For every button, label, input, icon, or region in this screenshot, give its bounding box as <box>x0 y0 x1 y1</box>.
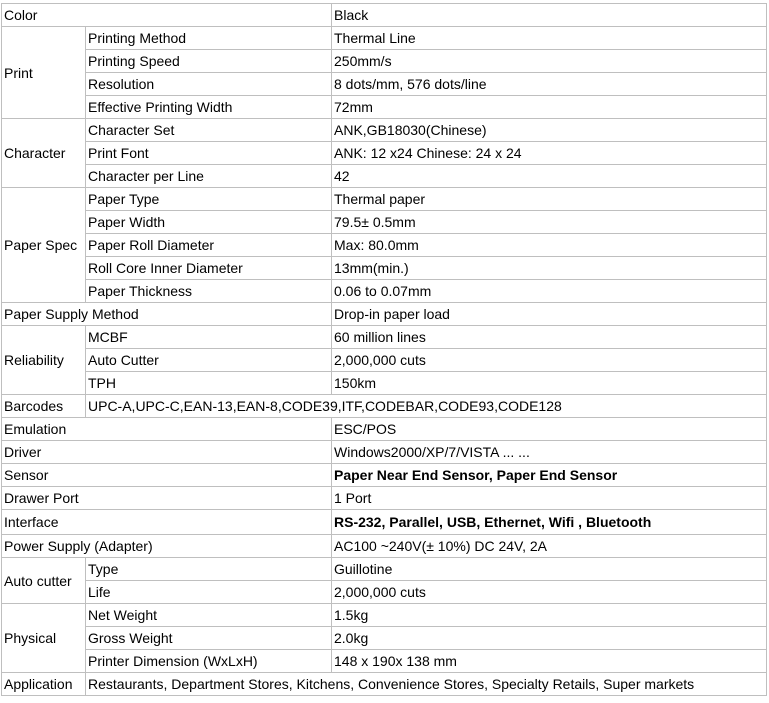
spec-value: ANK,GB18030(Chinese) <box>332 119 767 142</box>
spec-label: TPH <box>86 372 332 395</box>
spec-label: Application <box>2 673 86 696</box>
spec-label: Paper Thickness <box>86 280 332 303</box>
table-row <box>2 326 767 349</box>
spec-label: Paper Roll Diameter <box>86 234 332 257</box>
spec-value: ESC/POS <box>332 418 767 441</box>
spec-label: Print Font <box>86 142 332 165</box>
table-row <box>2 395 767 418</box>
spec-label: Auto Cutter <box>86 349 332 372</box>
spec-value: Thermal paper <box>332 188 767 211</box>
table-row <box>2 372 767 395</box>
spec-value: 2,000,000 cuts <box>332 581 767 604</box>
table-row <box>2 188 767 211</box>
table-row <box>2 303 767 326</box>
group-label: Print <box>2 27 86 119</box>
spec-value: 0.06 to 0.07mm <box>332 280 767 303</box>
spec-label: Net Weight <box>86 604 332 627</box>
spec-value: 60 million lines <box>332 326 767 349</box>
spec-value: 72mm <box>332 96 767 119</box>
table-row <box>2 581 767 604</box>
group-label: Auto cutter <box>2 558 86 604</box>
spec-value: AC100 ~240V(± 10%) DC 24V, 2A <box>332 535 767 558</box>
table-row <box>2 650 767 673</box>
spec-label: Power Supply (Adapter) <box>2 535 332 558</box>
spec-label: Paper Width <box>86 211 332 234</box>
group-label: Paper Spec <box>2 188 86 303</box>
spec-value: UPC-A,UPC-C,EAN-13,EAN-8,CODE39,ITF,CODEBAR,CODE93,CODE128 <box>86 395 767 418</box>
spec-label: Resolution <box>86 73 332 96</box>
table-row <box>2 627 767 650</box>
spec-label: Gross Weight <box>86 627 332 650</box>
table-row <box>2 211 767 234</box>
spec-label: Sensor <box>2 464 332 487</box>
table-row <box>2 73 767 96</box>
spec-label: Drawer Port <box>2 487 332 510</box>
spec-label: Printer Dimension (WxLxH) <box>86 650 332 673</box>
spec-value: 1.5kg <box>332 604 767 627</box>
spec-label: Character Set <box>86 119 332 142</box>
spec-label: Printing Method <box>86 27 332 50</box>
group-label: Physical <box>2 604 86 673</box>
spec-value: Guillotine <box>332 558 767 581</box>
spec-value: 148 x 190x 138 mm <box>332 650 767 673</box>
group-label: Reliability <box>2 326 86 395</box>
spec-value: 1 Port <box>332 487 767 510</box>
table-row <box>2 257 767 280</box>
spec-value: Restaurants, Department Stores, Kitchens, Convenience Stores, Specialty Retails, Super markets <box>86 673 767 696</box>
spec-table <box>1 3 767 696</box>
spec-label: Paper Type <box>86 188 332 211</box>
spec-value: 250mm/s <box>332 50 767 73</box>
spec-label: MCBF <box>86 326 332 349</box>
spec-label: Effective Printing Width <box>86 96 332 119</box>
table-row <box>2 119 767 142</box>
table-row <box>2 418 767 441</box>
spec-value: 8 dots/mm, 576 dots/line <box>332 73 767 96</box>
table-row <box>2 464 767 487</box>
table-row <box>2 96 767 119</box>
spec-label: Emulation <box>2 418 332 441</box>
table-row <box>2 50 767 73</box>
table-row <box>2 535 767 558</box>
spec-value: Windows2000/XP/7/VISTA ... ... <box>332 441 767 464</box>
table-row <box>2 234 767 257</box>
spec-value: Drop-in paper load <box>332 303 767 326</box>
spec-label: Printing Speed <box>86 50 332 73</box>
spec-label: Life <box>86 581 332 604</box>
table-row <box>2 558 767 581</box>
spec-label: Interface <box>2 510 332 535</box>
spec-value: ANK: 12 x24 Chinese: 24 x 24 <box>332 142 767 165</box>
table-row <box>2 673 767 696</box>
table-row <box>2 510 767 535</box>
table-row <box>2 4 767 27</box>
table-row <box>2 142 767 165</box>
table-row <box>2 349 767 372</box>
spec-value: 150km <box>332 372 767 395</box>
spec-value: Black <box>332 4 767 27</box>
spec-value: 2.0kg <box>332 627 767 650</box>
spec-value: 79.5± 0.5mm <box>332 211 767 234</box>
group-label: Character <box>2 119 86 188</box>
spec-value: Thermal Line <box>332 27 767 50</box>
spec-label: Roll Core Inner Diameter <box>86 257 332 280</box>
spec-label: Driver <box>2 441 332 464</box>
spec-value: 42 <box>332 165 767 188</box>
table-row <box>2 165 767 188</box>
table-row <box>2 487 767 510</box>
spec-value: RS-232, Parallel, USB, Ethernet, Wifi , Bluetooth <box>332 510 767 535</box>
spec-label: Character per Line <box>86 165 332 188</box>
spec-label: Type <box>86 558 332 581</box>
spec-label: Paper Supply Method <box>2 303 332 326</box>
spec-label: Color <box>2 4 332 27</box>
table-row <box>2 27 767 50</box>
spec-label: Barcodes <box>2 395 86 418</box>
spec-value: Paper Near End Sensor, Paper End Sensor <box>332 464 767 487</box>
table-row <box>2 280 767 303</box>
table-row <box>2 441 767 464</box>
table-row <box>2 604 767 627</box>
spec-value: Max: 80.0mm <box>332 234 767 257</box>
spec-value: 2,000,000 cuts <box>332 349 767 372</box>
spec-value: 13mm(min.) <box>332 257 767 280</box>
